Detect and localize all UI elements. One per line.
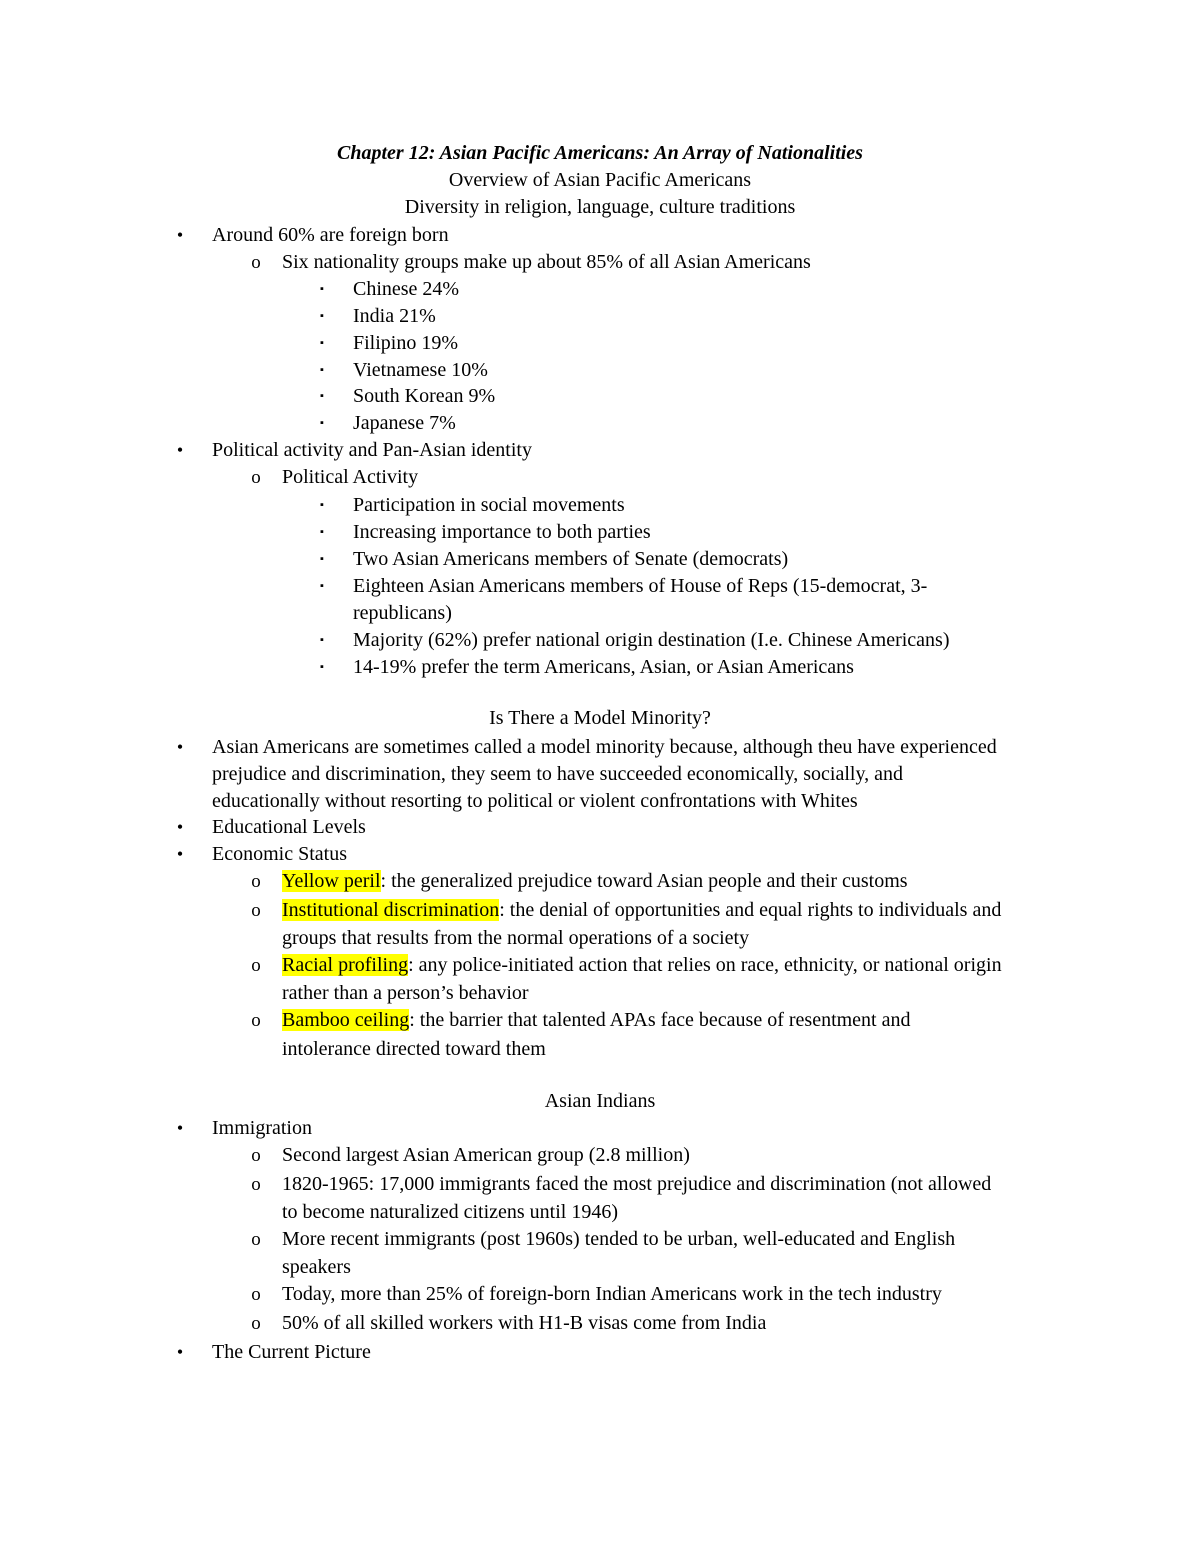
square-bullet-icon: ▪ bbox=[320, 364, 324, 376]
bullet-icon: • bbox=[176, 817, 184, 837]
square-bullet-icon: ▪ bbox=[320, 390, 324, 402]
circle-bullet-icon: o bbox=[251, 1313, 261, 1334]
square-bullet-icon: ▪ bbox=[320, 310, 324, 322]
page-title: Chapter 12: Asian Pacific Americans: An Array of Nationalities bbox=[337, 142, 863, 164]
highlighted-term: Institutional discrimination bbox=[282, 899, 500, 921]
circle-bullet-icon: o bbox=[251, 955, 261, 976]
overview-subheading: Diversity in religion, language, culture traditions bbox=[404, 196, 796, 218]
circle-bullet-icon: o bbox=[251, 467, 261, 488]
circle-bullet-icon: o bbox=[251, 1284, 261, 1305]
highlighted-term: Bamboo ceiling bbox=[282, 1009, 410, 1031]
circle-bullet-icon: o bbox=[251, 900, 261, 921]
section-heading-asian-indians: Asian Indians bbox=[544, 1090, 656, 1112]
square-bullet-icon: ▪ bbox=[320, 499, 324, 511]
bullet-icon: • bbox=[176, 844, 184, 864]
square-bullet-icon: ▪ bbox=[320, 337, 324, 349]
highlighted-term: Racial profiling bbox=[282, 954, 409, 976]
circle-bullet-icon: o bbox=[251, 1010, 261, 1031]
circle-bullet-icon: o bbox=[251, 1174, 261, 1195]
document-page: Chapter 12: Asian Pacific Americans: An Array of Nationalities Overview of Asian Pacific Americans Diversity in religion, language, culture traditions • Around 60% are foreign born o Six nationality groups make up about 85% of all Asian Americans ▪ Chinese 24% ▪ India 21% ▪ Filipino 19% ▪ Vietnamese 10% ▪ South Korean 9% ▪ Japanese 7% • Political activity and Pan-Asian identity o Political Activity ▪ Participation in social movements ▪ Increasing importance to both parties ▪ Two Asian Americans members of Senate (democrats) ▪ Eighteen Asian Americans members of House of Reps (15-democrat, 3- republicans) ▪ Majority (62%) prefer national origin destination (I.e. Chinese Americans) ▪ 14-19% prefer the term Americans, Asian, or Asian Americans Is There a Model Minority? • Asian Americans are sometimes called a model minority because, although theu have experienced prejudice and discrimination, they seem to have succeeded economically, socially, and educationally without resorting to political or violent confrontations with Whites • Educational Levels • Economic Status o Yellow peril: the generalized prejudice toward Asian people and their customs o Institutional discrimination: the denial of opportunities and equal rights to individuals and groups that results from the normal operations of a society o Racial profiling: any police-initiated action that relies on race, ethnicity, or national origin rather than a person’s behavior o Bamboo ceiling: the barrier that talented APAs face because of resentment and intolerance directed toward them Asian Indians • Immigration o Second largest Asian American group (2.8 million) o 1820-1965: 17,000 immigrants faced the most prejudice and discrimination (not allowed to become naturalized citizens until 1946) o More recent immigrants (post 1960s) tended to be urban, well-educated and English speakers o Today, more than 25% of foreign-born Indian Americans work in the tech industry o 50% of all skilled workers with H1-B visas come from India • The Current Picture bbox=[0, 0, 1200, 1553]
bullet-icon: • bbox=[176, 1118, 184, 1138]
bullet-icon: • bbox=[176, 1342, 184, 1362]
circle-bullet-icon: o bbox=[251, 252, 261, 273]
bullet-icon: • bbox=[176, 440, 184, 460]
circle-bullet-icon: o bbox=[251, 1229, 261, 1250]
bullet-icon: • bbox=[176, 737, 184, 757]
circle-bullet-icon: o bbox=[251, 1145, 261, 1166]
section-heading-model-minority: Is There a Model Minority? bbox=[489, 707, 711, 729]
square-bullet-icon: ▪ bbox=[320, 634, 324, 646]
bullet-icon: • bbox=[176, 225, 184, 245]
circle-bullet-icon: o bbox=[251, 871, 261, 892]
square-bullet-icon: ▪ bbox=[320, 283, 324, 295]
square-bullet-icon: ▪ bbox=[320, 661, 324, 673]
overview-heading: Overview of Asian Pacific Americans bbox=[448, 169, 752, 191]
square-bullet-icon: ▪ bbox=[320, 553, 324, 565]
highlighted-term: Yellow peril bbox=[282, 870, 381, 892]
square-bullet-icon: ▪ bbox=[320, 526, 324, 538]
square-bullet-icon: ▪ bbox=[320, 580, 324, 592]
square-bullet-icon: ▪ bbox=[320, 417, 324, 429]
